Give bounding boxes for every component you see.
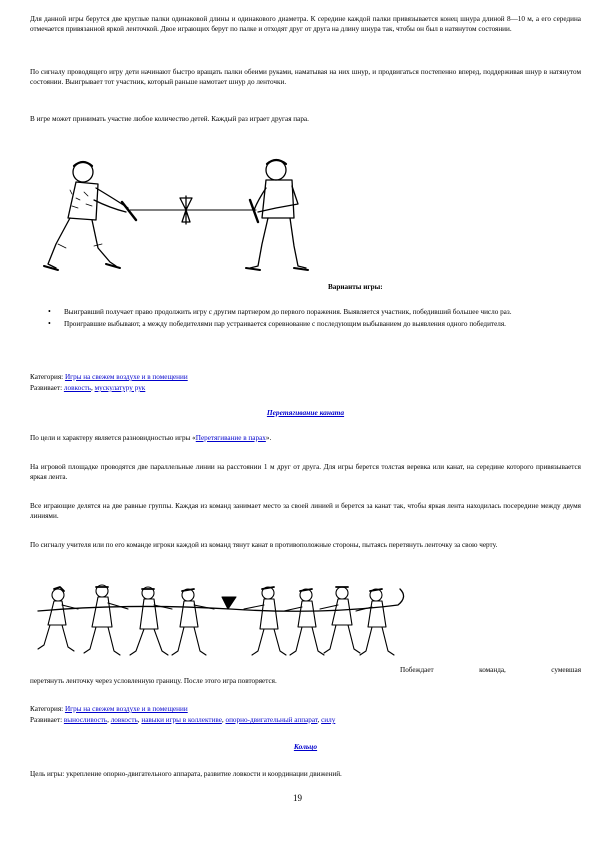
develops-link[interactable]: выносливость xyxy=(63,716,108,724)
page-number: 19 xyxy=(293,793,302,803)
paragraph-goal xyxy=(30,769,581,779)
develops-link[interactable]: опорно-двигательный аппарат xyxy=(225,716,318,724)
category-label: Категория: xyxy=(30,373,64,381)
paragraph-signal: По сигналу проводящего игру дети начинают быстро вращать палки обеими руками, наматывая на них шнур, и продвигаться постепенно вперед, поддерживая шнур в натянутом состоянии. Выигрывает тот участник, который раньше намотает шнур до ленточки. xyxy=(30,68,581,87)
paragraph-variety: По цели и характеру является разновидностью игры «Перетягивание в парах». xyxy=(30,434,272,442)
variants-label: Варианты игры: xyxy=(328,283,383,291)
develops-link[interactable]: навыки игры в коллективе xyxy=(141,716,222,724)
boys-winding-cord-illustration xyxy=(36,148,326,278)
paragraph-participants: В игре может принимать участие любое количество детей. Каждый раз играет другая пара. xyxy=(30,115,309,123)
category-line-2 xyxy=(30,704,581,714)
develops-label: Развивает: xyxy=(30,716,63,724)
develops-line-2: Развивает: выносливость, ловкость, навыки игры в коллективе, опорно-двигательный аппарат, силу xyxy=(30,716,336,724)
develops-line-1: Развивает: ловкость, мускулатуру рук xyxy=(30,384,146,392)
paragraph-rules: Для данной игры берутся две круглые палки одинаковой длины и одинакового диаметра. К середине каждой палки привязывается конец шнура длиной 8—10 м, а его середина отмечается привязанной яркой ленточкой. Двое играющих берут по палке и отходят друг от друга на длину шнура так, чтобы он был в натянутом состоянии. xyxy=(30,15,581,34)
develops-label: Развивает: xyxy=(30,384,63,392)
develops-link[interactable]: силу xyxy=(321,716,336,724)
list-item: • Выигравший получает право продолжить игру с другим партнером до первого поражения. Выявляется участник, победивший большее число раз. xyxy=(30,307,581,317)
develops-link[interactable]: ловкость xyxy=(110,716,138,724)
paragraph-field: На игровой площадке проводятся две параллельные линии на расстоянии 1 м друг от друга. Для игры берется толстая веревка или канат, на середине которого привязывается яркая лента. xyxy=(30,463,581,482)
paragraph-winner-end: перетянуть ленточку через условленную границу. После этого игра повторяется. xyxy=(30,677,277,685)
category-line-1 xyxy=(30,372,581,382)
develops-link[interactable]: ловкость xyxy=(63,384,91,392)
variants-list xyxy=(30,307,581,332)
goal-text: укрепление опорно-двигательного аппарата, развитие ловкости и координации движений. xyxy=(66,770,342,778)
game-title-tug-of-war[interactable]: Перетягивание каната xyxy=(266,408,345,417)
game-title-ring[interactable]: Кольцо xyxy=(293,742,318,751)
paragraph-teams: Все играющие делятся на две равные группы. Каждая из команд занимает место за своей линией и берется за канат так, чтобы яркая лента находилась посередине между двумя линиями. xyxy=(30,502,581,521)
category-link[interactable]: Игры на свежем воздухе и в помещении xyxy=(64,373,188,381)
paragraph-winner-start: Побеждает команда, сумевшая xyxy=(400,666,581,674)
list-item: • Проигравшие выбывают, а между победителями пар устраивается соревнование с последующим выбыванием до выявления одного победителя. xyxy=(30,319,581,329)
category-link[interactable]: Игры на свежем воздухе и в помещении xyxy=(64,705,188,713)
category-label: Категория: xyxy=(30,705,64,713)
pair-tug-link[interactable]: Перетягивание в парах xyxy=(195,434,266,442)
paragraph-pull: По сигналу учителя или по его команде игроки каждой из команд тянут канат в противоположные стороны, пытаясь перетянуть ленточку за свою черту. xyxy=(30,541,498,549)
tug-of-war-illustration xyxy=(30,575,410,667)
develops-link[interactable]: мускулатуру рук xyxy=(94,384,146,392)
goal-label: Цель игры: xyxy=(30,770,65,778)
